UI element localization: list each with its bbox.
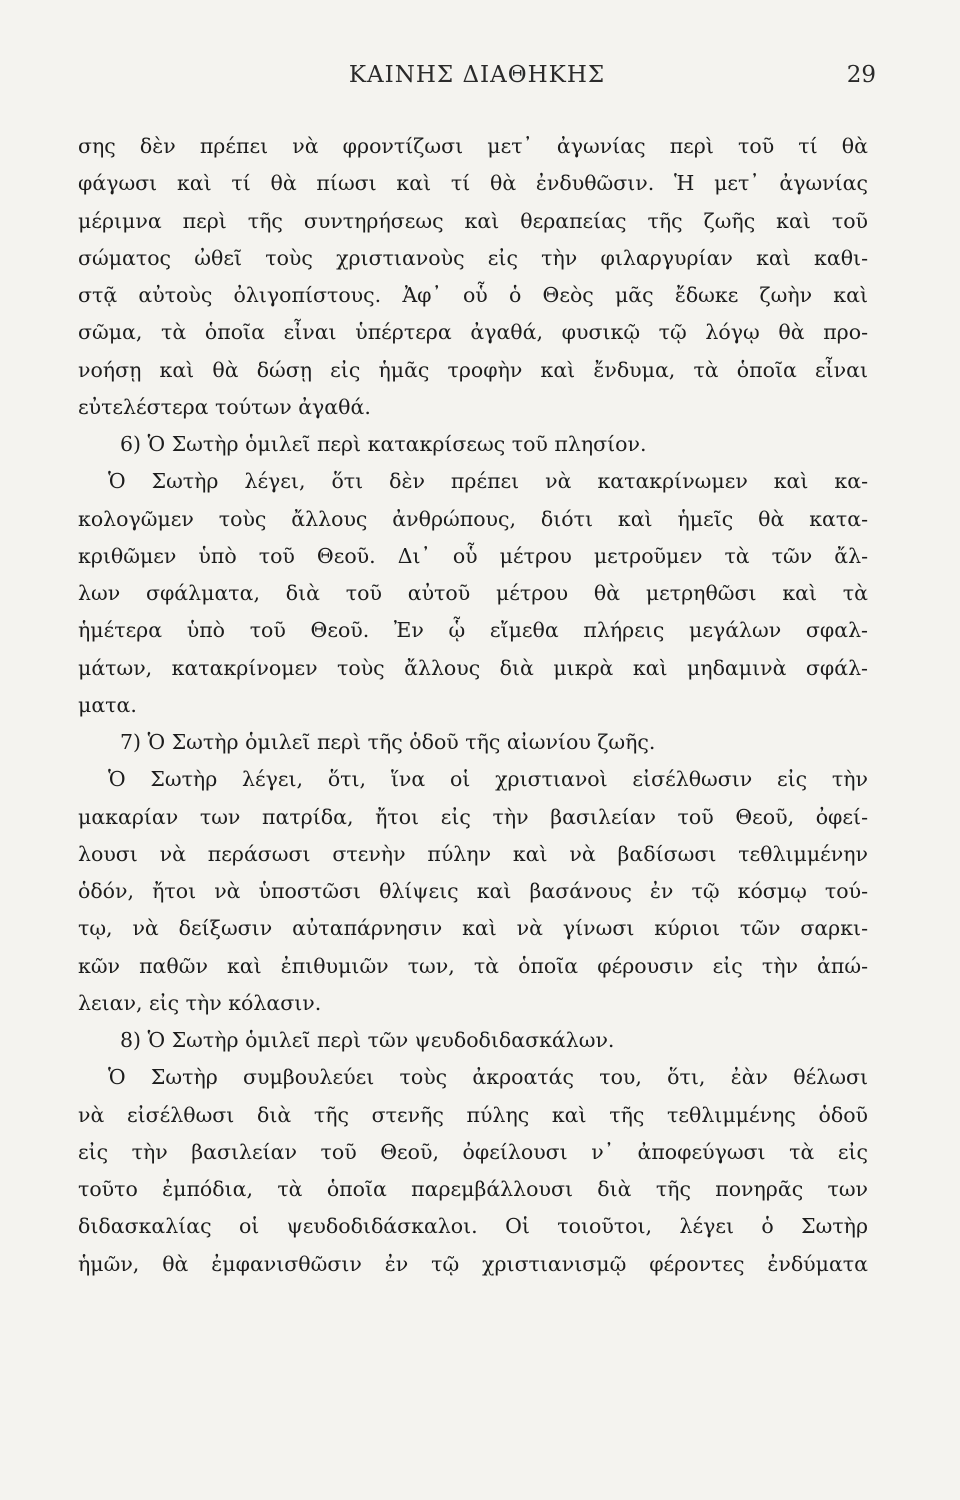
text-line: διδασκαλίας οἱ ψευδοδιδάσκαλοι. Οἱ τοιοῦτοι, λέγει ὁ Σωτὴρ bbox=[78, 1214, 868, 1239]
text-line: μέριμνα περὶ τῆς συντηρήσεως καὶ θεραπείας τῆς ζωῆς καὶ τοῦ bbox=[78, 208, 868, 233]
text-line: Ὁ Σωτὴρ λέγει, ὅτι, ἵνα οἱ χριστιανοὶ εἰσέλθωσιν εἰς τὴν bbox=[108, 767, 868, 792]
text-line: Ὁ Σωτὴρ λέγει, ὅτι δὲν πρέπει νὰ κατακρίνωμεν καὶ κα- bbox=[108, 469, 868, 494]
page-header bbox=[78, 62, 876, 98]
section-heading: 8) Ὁ Σωτὴρ ὁμιλεῖ περὶ τῶν ψευδοδιδασκάλων. bbox=[120, 1028, 615, 1052]
text-line: λειαν, εἰς τὴν κόλασιν. bbox=[78, 990, 322, 1015]
text-line: στᾷ αὐτοὺς ὀλιγοπίστους. Ἀφ᾿ οὗ ὁ Θεὸς μᾶς ἔδωκε ζωὴν καὶ bbox=[78, 283, 868, 307]
text-line: Ὁ Σωτὴρ συμβουλεύει τοὺς ἀκροατάς του, ὅτι, ἐὰν θέλωσι bbox=[108, 1065, 868, 1090]
text-line: τοῦτο ἐμπόδια, τὰ ὁποῖα παρεμβάλλουσι διὰ τῆς πονηρᾶς των bbox=[78, 1177, 868, 1201]
text-line: μάτων, κατακρίνομεν τοὺς ἄλλους διὰ μικρὰ καὶ μηδαμινὰ σφάλ- bbox=[78, 655, 868, 680]
text-line: ὁδόν, ἤτοι νὰ ὑποστῶσι θλίψεις καὶ βασάνους ἐν τῷ κόσμῳ τού- bbox=[78, 879, 868, 903]
body-text bbox=[78, 128, 868, 1283]
running-title: ΚΑΙΝΗΣ ΔΙΑΘΗΚΗΣ bbox=[348, 62, 606, 88]
text-line: φάγωσι καὶ τί θὰ πίωσι καὶ τί θὰ ἐνδυθῶσιν. Ἡ μετ᾿ ἀγωνίας bbox=[78, 171, 868, 196]
text-line: σης δὲν πρέπει νὰ φροντίζωσι μετ᾿ ἀγωνίας περὶ τοῦ τί θὰ bbox=[78, 134, 868, 158]
text-line: λουσι νὰ περάσωσι στενὴν πύλην καὶ νὰ βαδίσωσι τεθλιμμένην bbox=[78, 841, 868, 866]
section-heading: 6) Ὁ Σωτὴρ ὁμιλεῖ περὶ κατακρίσεως τοῦ πλησίον. bbox=[120, 432, 647, 456]
text-line: σώματος ὠθεῖ τοὺς χριστιανοὺς εἰς τὴν φιλαργυρίαν καὶ καθι- bbox=[78, 245, 868, 270]
text-line: σῶμα, τὰ ὁποῖα εἶναι ὑπέρτερα ἀγαθά, φυσικῷ τῷ λόγῳ θὰ προ- bbox=[78, 320, 868, 345]
text-line: μακαρίαν των πατρίδα, ἤτοι εἰς τὴν βασιλείαν τοῦ Θεοῦ, ὀφεί- bbox=[78, 804, 868, 829]
text-line: νὰ εἰσέλθωσι διὰ τῆς στενῆς πύλης καὶ τῆς τεθλιμμένης ὁδοῦ bbox=[78, 1102, 868, 1127]
text-line: εἰς τὴν βασιλείαν τοῦ Θεοῦ, ὀφείλουσι ν᾿ ἀποφεύγωσι τὰ εἰς bbox=[78, 1139, 868, 1164]
text-line: ματα. bbox=[78, 692, 137, 717]
text-line: ἡμῶν, θὰ ἐμφανισθῶσιν ἐν τῷ χριστιανισμῷ φέροντες ἐνδύματα bbox=[78, 1251, 868, 1276]
text-line: λων σφάλματα, διὰ τοῦ αὐτοῦ μέτρου θὰ μετρηθῶσι καὶ τὰ bbox=[78, 581, 868, 605]
text-line: νοήσῃ καὶ θὰ δώσῃ εἰς ἡμᾶς τροφὴν καὶ ἔνδυμα, τὰ ὁποῖα εἶναι bbox=[78, 357, 868, 382]
text-line: κριθῶμεν ὑπὸ τοῦ Θεοῦ. Δι᾿ οὗ μέτρου μετροῦμεν τὰ τῶν ἄλ- bbox=[78, 543, 868, 568]
text-line: τῳ, νὰ δείξωσιν αὐταπάρνησιν καὶ νὰ γίνωσι κύριοι τῶν σαρκι- bbox=[78, 916, 868, 941]
text-line: κολογῶμεν τοὺς ἄλλους ἀνθρώπους, διότι καὶ ἡμεῖς θὰ κατα- bbox=[78, 506, 868, 531]
section-heading: 7) Ὁ Σωτὴρ ὁμιλεῖ περὶ τῆς ὁδοῦ τῆς αἰωνίου ζωῆς. bbox=[120, 730, 656, 754]
text-line: ἡμέτερα ὑπὸ τοῦ Θεοῦ. Ἐν ᾧ εἴμεθα πλήρεις μεγάλων σφαλ- bbox=[78, 618, 868, 643]
text-line: κῶν παθῶν καὶ ἐπιθυμιῶν των, τὰ ὁποῖα φέρουσιν εἰς τὴν ἀπώ- bbox=[78, 953, 868, 978]
page-number: 29 bbox=[846, 62, 876, 88]
text-line: εὐτελέστερα τούτων ἀγαθά. bbox=[78, 394, 371, 419]
